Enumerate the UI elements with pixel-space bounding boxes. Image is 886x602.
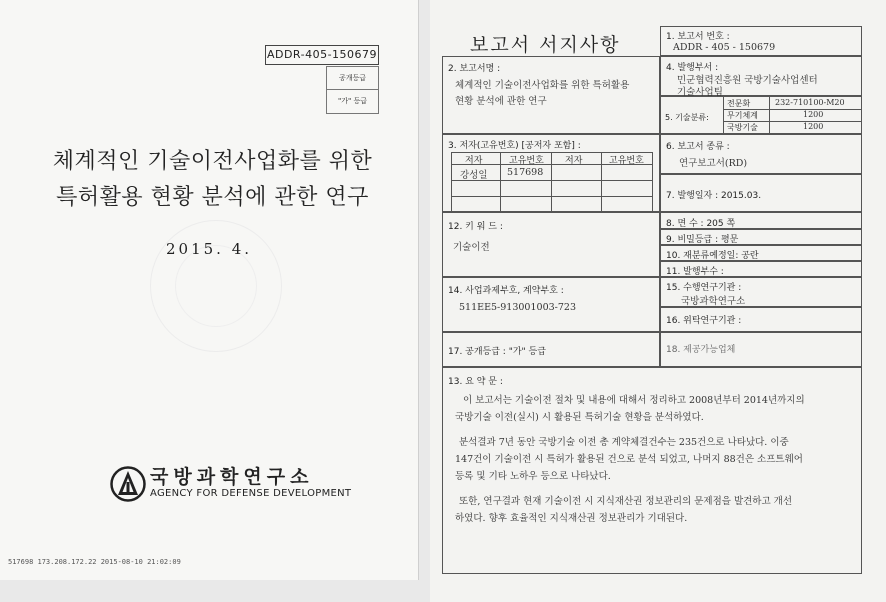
field-12-keywords xyxy=(442,212,660,277)
field-5-row3-value: 1200 xyxy=(803,122,824,131)
field-16-commissioned-institution xyxy=(660,307,862,332)
field-8-page-count xyxy=(660,212,862,229)
field-3-label: 3. 저자(고유번호) [공저자 포함] : xyxy=(448,141,581,151)
field-1-label: 1. 보고서 번호 : xyxy=(666,32,730,42)
field-5-row2-name: 무기체계 xyxy=(727,111,758,120)
summary-line-2: 국방기술 이전(실시) 시 활용된 특허기술 현황을 분석하였다. xyxy=(455,412,704,423)
field-5-label: 5. 기술분류: xyxy=(665,113,709,122)
field-4-label: 4. 발행부서 : xyxy=(666,63,719,73)
cover-report-number: ADDR-405-150679 xyxy=(265,45,379,65)
agency-emblem-icon xyxy=(110,466,146,502)
agency-name-korean: 국방과학연구소 xyxy=(150,466,314,488)
author-id: 517698 xyxy=(507,167,544,178)
field-6-report-type xyxy=(660,134,862,174)
cover-date: 2015. 4. xyxy=(165,240,253,258)
summary-line-7: 하였다. 향후 효율적인 지식재산권 정보관리가 기대된다. xyxy=(455,513,688,524)
disclosure-grade-label: 공개등급 xyxy=(327,67,378,90)
cover-title-line1: 체계적인 기술이전사업화를 위한 xyxy=(52,149,373,174)
field-17-disclosure-grade xyxy=(442,332,660,367)
field-4-publishing-dept xyxy=(660,56,862,96)
summary-line-4: 147건이 기술이전 시 특허가 활용된 건으로 분석 되었고, 나머지 88건은 소프트웨어 xyxy=(455,454,803,465)
disclosure-grade-value: "가" 등급 xyxy=(338,97,367,105)
field-5-row2-value: 1200 xyxy=(803,110,824,119)
field-14-label: 14. 사업과제부호, 계약부호 : xyxy=(448,286,564,296)
field-14-project-code xyxy=(442,277,660,332)
field-18-label: 18. 제공가능업체 xyxy=(666,345,736,355)
authors-header-author-1: 저자 xyxy=(465,156,483,166)
field-5-row1-value: 232-710100-M20 xyxy=(775,98,845,107)
field-15-value: 국방과학연구소 xyxy=(681,296,746,307)
summary-line-3: 분석결과 7년 동안 국방기술 이전 총 계약체결건수는 235건으로 나타났다. 이중 xyxy=(459,437,789,448)
field-15-label: 15. 수행연구기관 : xyxy=(666,283,742,293)
field-2-value-line2: 현황 분석에 관한 연구 xyxy=(455,96,547,107)
report-cover-page xyxy=(0,0,419,580)
field-4-value-line1: 민군협력진흥원 국방기술사업센터 xyxy=(677,75,818,86)
authors-header-id-1: 고유번호 xyxy=(509,156,544,166)
field-12-label: 12. 키 워 드 : xyxy=(448,222,503,232)
field-5-row1-name: 전문화 xyxy=(727,99,751,108)
field-1-value: ADDR - 405 - 150679 xyxy=(673,42,776,53)
summary-line-6: 또한, 연구결과 현재 기술이전 시 지식재산권 정보관리의 문제점을 발견하고 개선 xyxy=(459,496,793,507)
field-2-report-title xyxy=(442,56,660,134)
field-6-label: 6. 보고서 종류 : xyxy=(666,142,730,152)
field-5-row3-name: 국방기술 xyxy=(727,123,758,132)
field-11-label: 11. 발행부수 : xyxy=(666,267,724,277)
field-7-publish-date xyxy=(660,174,862,212)
field-2-label: 2. 보고서명 : xyxy=(448,64,501,74)
field-2-value-line1: 체계적인 기술이전사업화를 위한 특허활용 xyxy=(455,80,630,91)
field-7-label: 7. 발행일자 : 2015.03. xyxy=(666,191,762,201)
field-9-label: 9. 비밀등급 : 평문 xyxy=(666,235,739,245)
summary-line-5: 등록 및 기타 노하우 등으로 나타났다. xyxy=(455,471,611,482)
download-trace-stamp: 517698 173.208.172.22 2015-08-10 21:02:09 xyxy=(8,558,181,566)
field-6-value: 연구보고서(RD) xyxy=(679,158,748,169)
field-13-summary xyxy=(442,367,862,574)
field-9-security-level xyxy=(660,229,862,245)
authors-header-id-2: 고유번호 xyxy=(609,156,644,166)
disclosure-grade-box xyxy=(326,66,379,114)
field-5-tech-classification xyxy=(660,96,862,134)
field-18-available-vendors xyxy=(660,332,862,367)
field-10-reclassification-date xyxy=(660,245,862,261)
field-8-label: 8. 면 수 : 205 쪽 xyxy=(666,219,736,229)
field-15-performing-institution xyxy=(660,277,862,307)
cover-title-line2: 특허활용 현황 분석에 관한 연구 xyxy=(56,185,369,210)
field-3-authors xyxy=(442,134,660,212)
field-16-label: 16. 위탁연구기관 : xyxy=(666,316,742,326)
field-11-copies xyxy=(660,261,862,277)
agency-name-english: AGENCY FOR DEFENSE DEVELOPMENT xyxy=(150,488,352,499)
authors-header-author-2: 저자 xyxy=(565,156,583,166)
field-13-label: 13. 요 약 문 : xyxy=(448,377,503,387)
field-14-value: 511EE5-913001003-723 xyxy=(459,302,576,313)
field-4-value-line2: 기술사업팀 xyxy=(677,87,723,98)
field-10-label: 10. 재분류예정일: 공란 xyxy=(666,251,759,261)
field-1-report-number xyxy=(660,26,862,56)
summary-line-1: 이 보고서는 기술이전 절차 및 내용에 대해서 정리하고 2008년부터 2014년까지의 xyxy=(463,395,805,406)
field-12-value: 기술이전 xyxy=(453,242,490,253)
form-title: 보고서 서지사항 xyxy=(470,34,621,56)
field-17-label: 17. 공개등급 : "가" 등급 xyxy=(448,347,546,357)
author-name: 강성일 xyxy=(460,170,488,181)
